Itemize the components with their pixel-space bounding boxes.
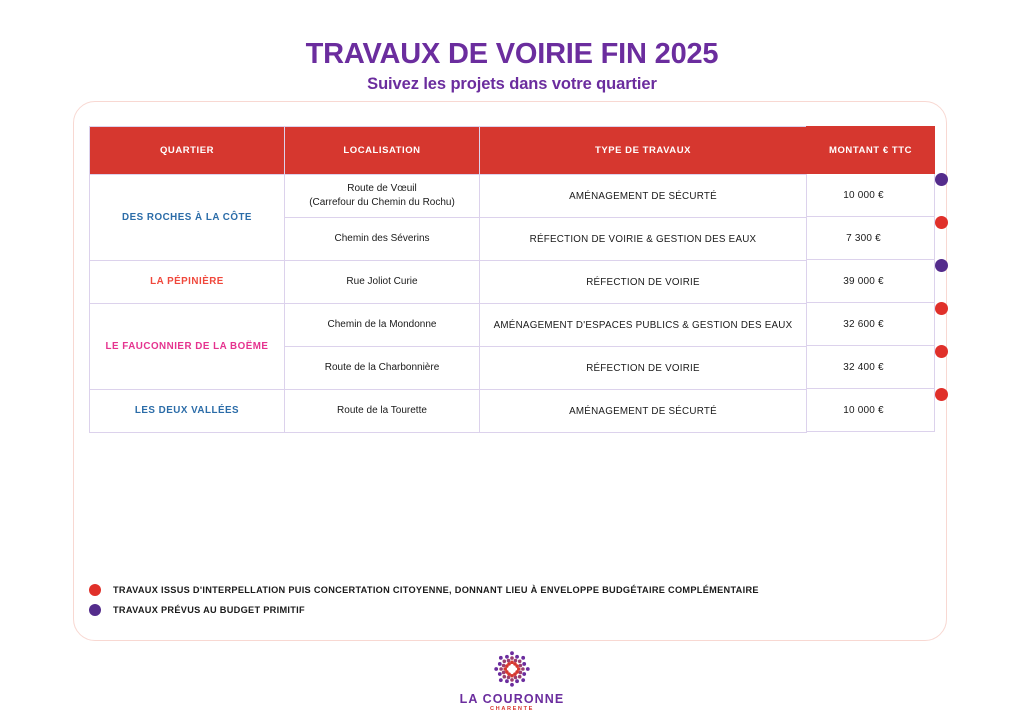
- table-row: [90, 261, 807, 304]
- works-table-container: [89, 126, 806, 433]
- cell-type-travaux: RÉFECTION DE VOIRIE & GESTION DES EAUX: [480, 218, 807, 261]
- status-dot-icon: [935, 302, 948, 315]
- amount-column: [806, 126, 935, 432]
- montant-value: 32 600 €: [843, 318, 884, 330]
- montant-value: 32 400 €: [843, 361, 884, 373]
- cell-type-travaux: AMÉNAGEMENT DE SÉCURTÉ: [480, 175, 807, 218]
- cell-quartier: LE FAUCONNIER DE LA BOËME: [90, 304, 285, 390]
- cell-montant: [806, 260, 935, 303]
- status-dot-icon: [935, 173, 948, 186]
- column-header-quartier: QUARTIER: [90, 127, 285, 175]
- cell-montant: [806, 389, 935, 432]
- table-row: [90, 304, 807, 347]
- status-dot-icon: [935, 259, 948, 272]
- status-dot-icon: [935, 388, 948, 401]
- page-header: [0, 38, 1024, 94]
- montant-value: 39 000 €: [843, 275, 884, 287]
- crown-dots-icon: [488, 650, 536, 690]
- legend-dot-icon: [89, 584, 101, 596]
- cell-montant: [806, 346, 935, 389]
- cell-quartier: LES DEUX VALLÉES: [90, 390, 285, 433]
- column-header-localisation: LOCALISATION: [285, 127, 480, 175]
- legend-label: TRAVAUX ISSUS D'INTERPELLATION PUIS CONCERTATION CITOYENNE, DONNANT LIEU À ENVELOPPE BUDGÉTAIRE COMPLÉMENTAIRE: [113, 585, 759, 595]
- cell-montant: [806, 174, 935, 217]
- cell-localisation: Chemin de la Mondonne: [285, 304, 480, 347]
- city-logo: [0, 650, 1024, 712]
- legend-item: [89, 604, 759, 616]
- montant-value: 10 000 €: [843, 404, 884, 416]
- cell-type-travaux: AMÉNAGEMENT DE SÉCURTÉ: [480, 390, 807, 433]
- legend-dot-icon: [89, 604, 101, 616]
- legend: [89, 584, 759, 624]
- logo-subtitle: CHARENTE: [490, 706, 534, 712]
- status-dot-icon: [935, 216, 948, 229]
- works-table: [89, 126, 807, 433]
- cell-quartier: LA PÉPINIÈRE: [90, 261, 285, 304]
- montant-value: 10 000 €: [843, 189, 884, 201]
- cell-montant: [806, 217, 935, 260]
- cell-montant: [806, 303, 935, 346]
- logo-name: LA COURONNE: [459, 692, 565, 706]
- cell-quartier: DES ROCHES À LA CÔTE: [90, 175, 285, 261]
- cell-localisation: Route de Vœuil (Carrefour du Chemin du Rochu): [285, 175, 480, 218]
- amount-cells: [806, 174, 935, 432]
- cell-type-travaux: RÉFECTION DE VOIRIE: [480, 347, 807, 390]
- page-title: TRAVAUX DE VOIRIE FIN 2025: [305, 38, 719, 70]
- page-subtitle: Suivez les projets dans votre quartier: [367, 75, 657, 94]
- column-header-type: TYPE DE TRAVAUX: [480, 127, 807, 175]
- legend-label: TRAVAUX PRÉVUS AU BUDGET PRIMITIF: [113, 605, 305, 615]
- table-body: [90, 175, 807, 433]
- legend-item: [89, 584, 759, 596]
- column-header-montant: MONTANT € TTC: [806, 126, 935, 174]
- status-dot-icon: [935, 345, 948, 358]
- table-row: [90, 390, 807, 433]
- table-header: [90, 127, 807, 175]
- table-row: [90, 175, 807, 218]
- cell-localisation: Route de la Charbonnière: [285, 347, 480, 390]
- cell-localisation: Rue Joliot Curie: [285, 261, 480, 304]
- cell-localisation: Chemin des Séverins: [285, 218, 480, 261]
- cell-type-travaux: AMÉNAGEMENT D'ESPACES PUBLICS & GESTION DES EAUX: [480, 304, 807, 347]
- table-header-row: [90, 127, 807, 175]
- cell-localisation: Route de la Tourette: [285, 390, 480, 433]
- montant-value: 7 300 €: [846, 232, 881, 244]
- cell-type-travaux: RÉFECTION DE VOIRIE: [480, 261, 807, 304]
